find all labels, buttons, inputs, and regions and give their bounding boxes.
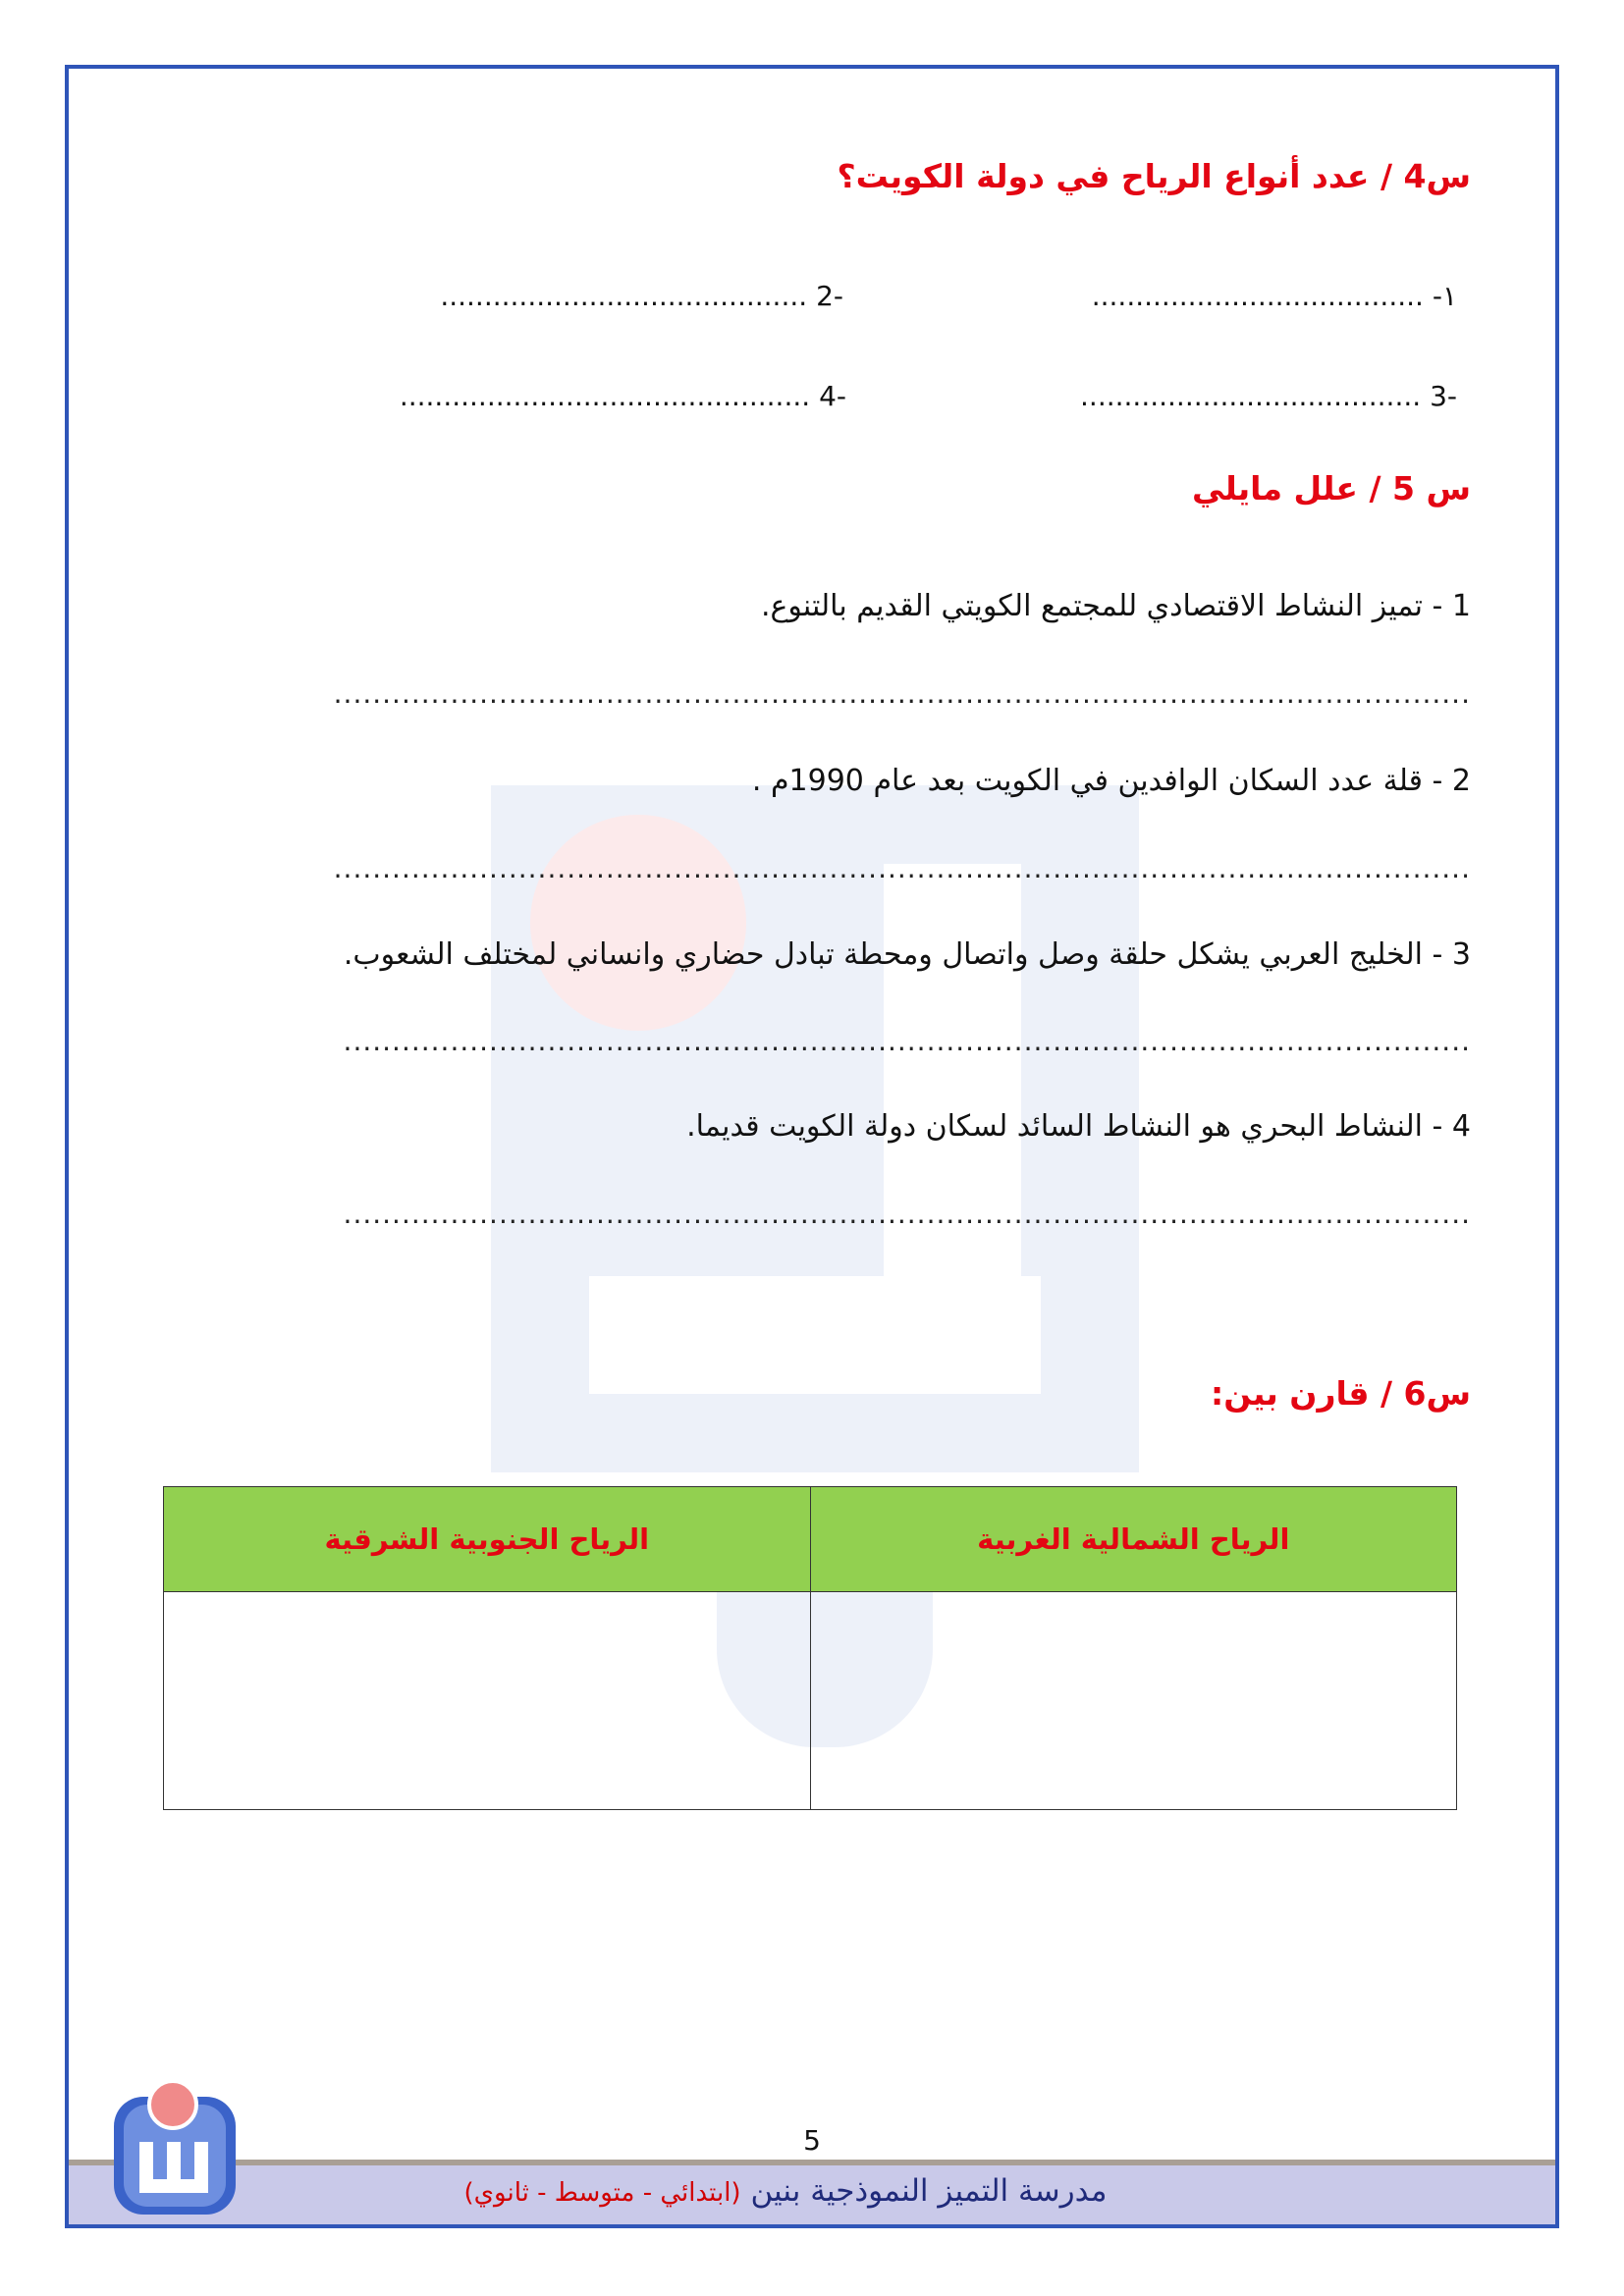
answer-line-3[interactable]: .................................................................................................................... — [343, 1025, 1471, 1057]
blank-dots: .......................................... — [440, 280, 808, 312]
answer-cell-southeast[interactable] — [164, 1592, 811, 1810]
column-header-northwest: الرياح الشمالية الغربية — [810, 1487, 1457, 1592]
footer-school-name — [432, 2173, 1139, 2209]
reason-item-3: 3 - الخليج العربي يشكل حلقة وصل واتصال ومحطة تبادل حضاري وانساني لمختلف الشعوب. — [343, 937, 1471, 972]
blank-label: -2 — [816, 280, 843, 312]
blank-label: -4 — [819, 380, 846, 412]
question-4-title: س4 / عدد أنواع الرياح في دولة الكويت؟ — [837, 157, 1471, 195]
page-number: 5 — [803, 2124, 821, 2157]
reason-item-2: 2 - قلة عدد السكان الوافدين في الكويت بعد عام 1990م . — [751, 764, 1471, 798]
blank-dots: ...................................... — [1091, 280, 1424, 312]
school-name: مدرسة التميز النموذجية بنين — [750, 2173, 1108, 2209]
reason-item-1: 1 - تميز النشاط الاقتصادي للمجتمع الكويتي القديم بالتنوع. — [761, 589, 1471, 623]
school-logo-icon — [110, 2077, 240, 2218]
blank-label: -3 — [1430, 380, 1457, 412]
reason-item-4: 4 - النشاط البحري هو النشاط السائد لسكان دولة الكويت قديما. — [686, 1109, 1471, 1144]
blank-label: ١- — [1432, 280, 1457, 312]
column-header-southeast: الرياح الجنوبية الشرقية — [164, 1487, 811, 1592]
blank-dots: ....................................... — [1080, 380, 1422, 412]
answer-cell-northwest[interactable] — [810, 1592, 1457, 1810]
school-levels: (ابتدائي - متوسط - ثانوي) — [463, 2178, 741, 2208]
answer-line-1[interactable]: ..................................................................................................................... — [333, 677, 1471, 710]
answer-line-2[interactable]: ..................................................................................................................... — [333, 852, 1471, 884]
blank-dots: ............................................... — [399, 380, 811, 412]
answer-blank-1[interactable] — [1092, 280, 1457, 312]
answer-blank-4[interactable] — [400, 380, 846, 412]
comparison-table — [163, 1486, 1457, 1810]
question-6-title: س6 / قارن بين: — [1211, 1374, 1471, 1413]
answer-blank-2[interactable] — [440, 280, 843, 312]
question-5-title: س 5 / علل مايلي — [1191, 469, 1471, 507]
answer-line-4[interactable]: .................................................................................................................... — [343, 1198, 1471, 1230]
answer-blank-3[interactable] — [1080, 380, 1457, 412]
